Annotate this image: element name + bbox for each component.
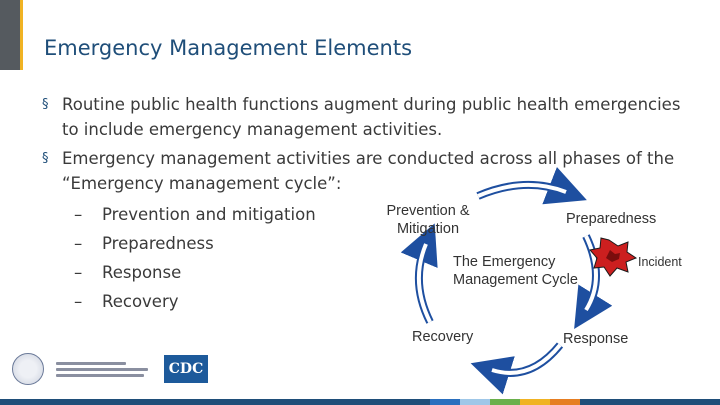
dash-marker: – xyxy=(74,234,83,253)
cycle-label-recovery: Recovery xyxy=(412,329,474,345)
cycle-label-incident: Incident xyxy=(638,255,682,269)
cycle-label-response: Response xyxy=(563,331,629,347)
cycle-center-title: The Emergency Management Cycle xyxy=(453,254,578,288)
dash-marker: – xyxy=(74,292,83,311)
bullet-text: Emergency management activities are conducted across all phases of the “Emergency management cycle”: xyxy=(62,149,675,193)
bullet-marker: § xyxy=(42,151,49,166)
sub-item-label: Preparedness xyxy=(102,234,214,253)
footer-color-band xyxy=(0,399,720,405)
slide-title: Emergency Management Elements xyxy=(44,36,413,60)
sub-item-label: Response xyxy=(102,263,182,282)
bullet-marker: § xyxy=(42,97,49,112)
footer-logos xyxy=(12,350,208,388)
cycle-label-preparedness: Preparedness xyxy=(566,211,657,227)
dash-marker: – xyxy=(74,263,83,282)
sub-item-label: Recovery xyxy=(102,292,179,311)
sub-item-label: Prevention and mitigation xyxy=(102,205,316,224)
georgetown-wordmark xyxy=(56,362,152,377)
cycle-label-prevention: Prevention & Mitigation xyxy=(386,203,470,237)
bullet-text: Routine public health functions augment during public health emergencies to include emergency management activities. xyxy=(62,95,681,139)
dash-marker: – xyxy=(74,205,83,224)
georgetown-seal-icon xyxy=(12,353,44,385)
cdc-logo: CDC xyxy=(164,355,208,383)
